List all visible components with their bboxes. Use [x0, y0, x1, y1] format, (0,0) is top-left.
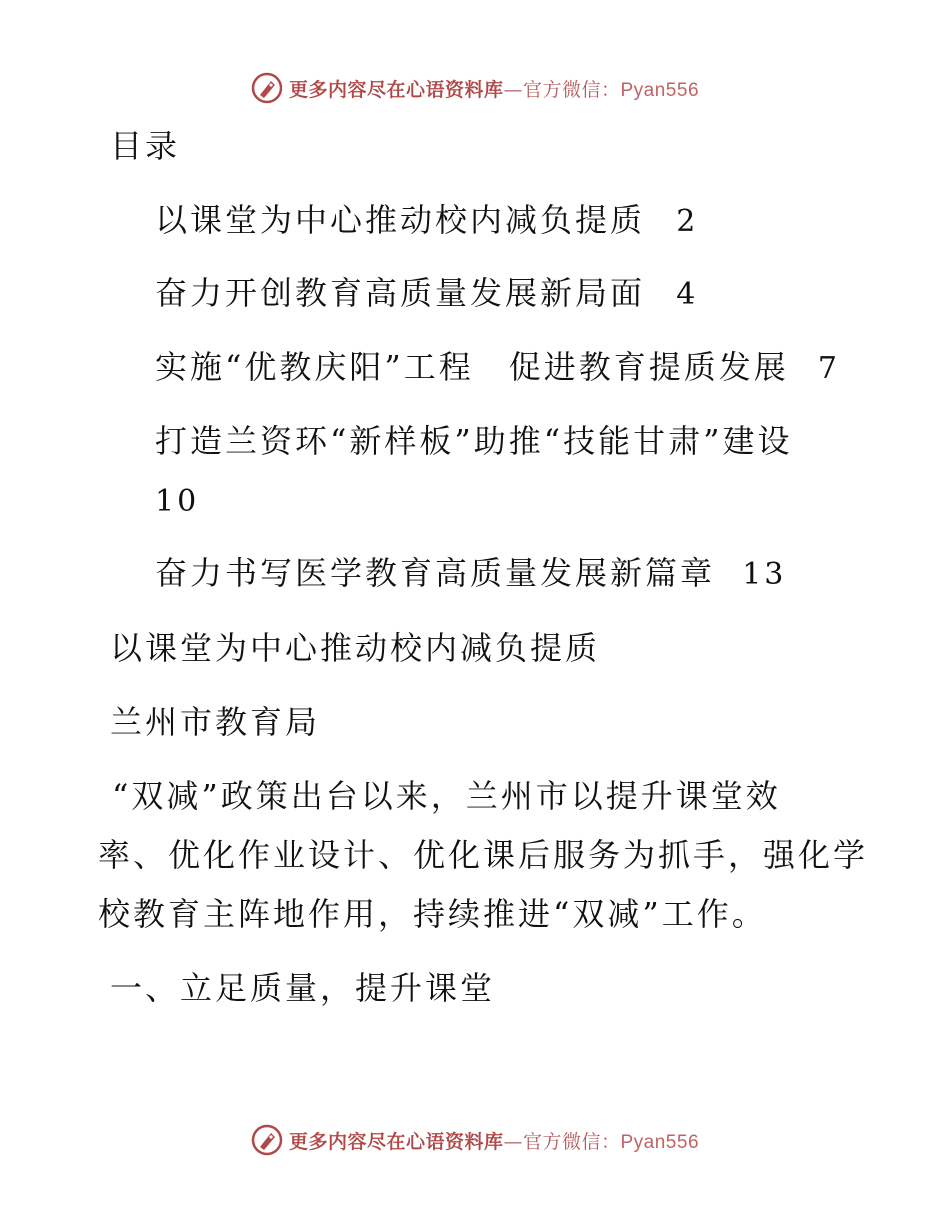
toc-entry-page: 2	[676, 204, 699, 239]
paragraph-line-1: “双减”政策出台以来，兰州市以提升课堂效	[112, 777, 781, 815]
article-author: 兰州市教育局	[110, 703, 321, 741]
toc-entry-5[interactable]	[155, 553, 786, 595]
toc-entry-3[interactable]	[155, 347, 840, 389]
watermark-separator: —	[503, 1130, 523, 1153]
toc-entry-label: 奋力开创教育高质量发展新局面	[155, 274, 646, 312]
watermark-brand: 更多内容尽在心语资料库	[288, 1130, 504, 1153]
toc-entry-page: 7	[817, 351, 840, 386]
watermark-official: 官方微信：	[522, 78, 621, 101]
article-title: 以课堂为中心推动校内减负提质	[110, 629, 601, 667]
watermark-handle: Pyan556	[620, 79, 700, 101]
pen-nib-logo-icon	[251, 72, 283, 104]
watermark-text	[289, 75, 699, 102]
pen-nib-logo-icon	[251, 1124, 283, 1156]
watermark-brand: 更多内容尽在心语资料库	[288, 78, 504, 101]
toc-entry-2[interactable]	[155, 273, 698, 315]
toc-entry-page: 13	[742, 557, 787, 592]
paragraph-line-2: 率、优化作业设计、优化课后服务为抓手，强化学	[98, 836, 869, 874]
toc-entry-page: 4	[676, 277, 699, 312]
toc-entry-page: 10	[155, 484, 200, 519]
watermark-official: 官方微信：	[522, 1130, 621, 1153]
toc-entry-1[interactable]	[155, 200, 698, 242]
paragraph-line-3: 校教育主阵地作用，持续推进“双减”工作。	[98, 895, 767, 933]
header-watermark	[0, 72, 950, 104]
watermark-text	[289, 1127, 699, 1154]
watermark-handle: Pyan556	[620, 1131, 700, 1153]
toc-entry-label: 打造兰资环“新样板”助推“技能甘肃”建设	[155, 422, 793, 460]
watermark-separator: —	[503, 78, 523, 101]
toc-entry-4[interactable]	[155, 421, 792, 461]
section-heading-1: 一、立足质量，提升课堂	[110, 969, 496, 1007]
footer-watermark	[0, 1124, 950, 1156]
toc-entry-label: 以课堂为中心推动校内减负提质	[155, 201, 646, 239]
toc-title: 目录	[110, 127, 181, 165]
toc-entry-label: 实施“优教庆阳”工程 促进教育提质发展	[155, 348, 789, 386]
toc-entry-4-page-line	[155, 480, 199, 522]
toc-entry-label: 奋力书写医学教育高质量发展新篇章	[155, 554, 716, 592]
